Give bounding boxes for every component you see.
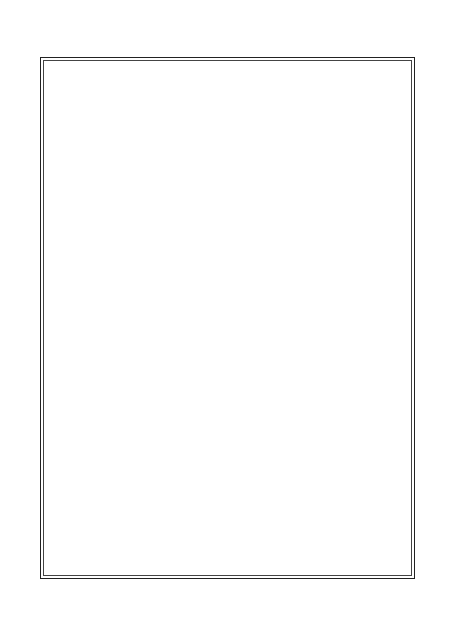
- page-header: [40, 32, 415, 54]
- genealogy-table: [43, 60, 412, 576]
- genealogy-table-frame: [40, 57, 415, 579]
